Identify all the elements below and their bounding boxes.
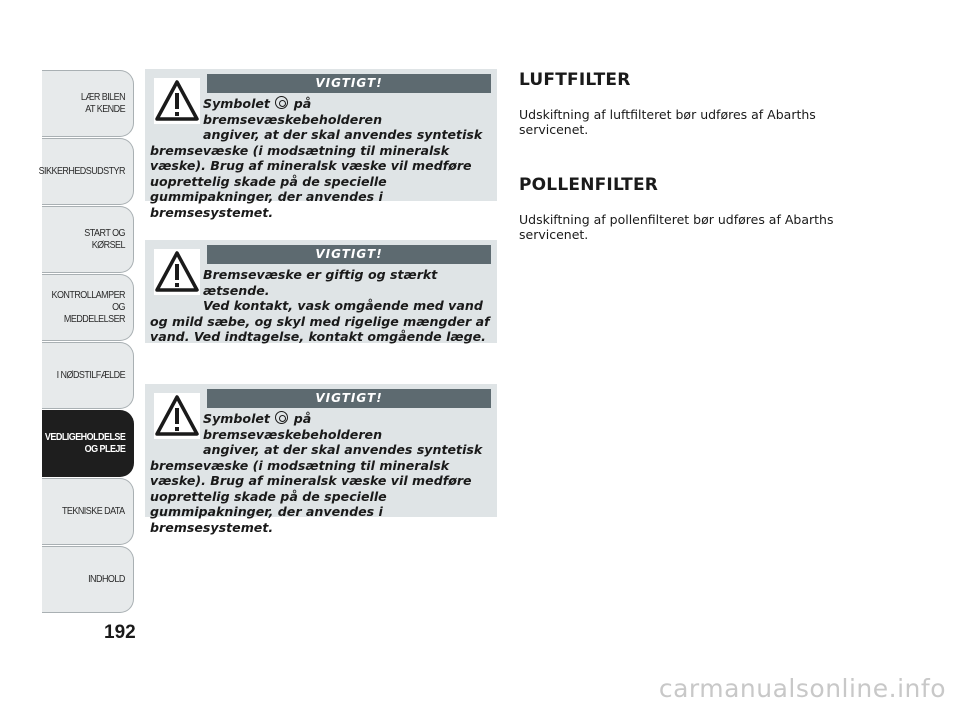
warning-text-cont: på bremsevæskebeholderen: [203, 96, 383, 127]
warning-box-toxic: [145, 240, 497, 343]
section-title-luftfilter: LUFTFILTER: [519, 70, 631, 90]
warning-text: [150, 267, 491, 345]
warning-box-synthetic-fluid-2: [145, 384, 497, 535]
tab-indhold[interactable]: [42, 546, 134, 613]
warning-heading: VIGTIGT!: [207, 245, 491, 264]
warning-heading: VIGTIGT!: [207, 74, 491, 93]
warning-text-rest: Ved kontakt, vask omgående med vand og mild sæbe, og skyl med rigelige mængder af vand. Ved indtagelse, kontakt omgående læge.: [150, 298, 490, 344]
warning-text-start: Bremsevæske er giftig og stærkt ætsende.: [203, 267, 438, 298]
tab-tekniske-data[interactable]: [42, 478, 134, 545]
brake-fluid-symbol-icon: [275, 96, 288, 109]
page-number: 192: [104, 622, 136, 643]
section-title-pollenfilter: POLLENFILTER: [519, 175, 659, 195]
warning-heading: VIGTIGT!: [207, 389, 491, 408]
tab-laer-bilen-at-kende[interactable]: [42, 70, 134, 137]
tab-kontrollamper[interactable]: [42, 274, 134, 341]
tab-label: TEKNISKE DATA: [62, 505, 125, 517]
tab-label: INDHOLD: [88, 573, 125, 585]
brake-fluid-symbol-icon: [275, 411, 288, 424]
warning-triangle-icon: [154, 249, 200, 295]
warning-text-rest: angiver, at der skal anvendes syntetisk bremsevæske (i modsætning til mineralsk væske). Brug af mineralsk væske vil medføre uoprettelig skade på de specielle gummipakninger, der anvendes i bremsesystemet.: [150, 127, 483, 220]
section-text-pollenfilter: Udskiftning af pollenfilteret bør udføres af Abarths servicenet.: [519, 212, 834, 242]
warning-text-rest: angiver, at der skal anvendes syntetisk bremsevæske (i modsætning til mineralsk væske). Brug af mineralsk væske vil medføre uoprettelig skade på de specielle gummipakninger, der anvendes i bremsesystemet.: [150, 442, 483, 535]
section-text-luftfilter: Udskiftning af luftfilteret bør udføres af Abarths servicenet.: [519, 107, 816, 137]
warning-triangle-icon: [154, 78, 200, 124]
warning-box-synthetic-fluid: [145, 69, 497, 220]
tab-i-nodstilfaelde[interactable]: [42, 342, 134, 409]
chapter-tabs: [38, 70, 134, 614]
tab-label: VEDLIGEHOLDELSE OG PLEJE: [44, 431, 125, 455]
tab-label: SIKKERHEDSUDSTYR: [38, 165, 125, 177]
watermark: carmanualsonline.info: [658, 674, 946, 703]
tab-sikkerhedsudstyr[interactable]: [38, 138, 134, 205]
tab-label: KONTROLLAMPER OG MEDDELELSER: [51, 289, 125, 325]
warning-text: [150, 411, 491, 535]
warning-triangle-icon: [154, 393, 200, 439]
tab-vedligeholdelse-og-pleje[interactable]: [42, 410, 134, 477]
warning-text-cont: på bremsevæskebeholderen: [203, 411, 383, 442]
tab-label: I NØDSTILFÆLDE: [56, 369, 125, 381]
warning-text: [150, 96, 491, 220]
warning-text-start: Symbolet: [203, 96, 270, 111]
tab-label: LÆR BILEN AT KENDE: [80, 91, 125, 115]
tab-label: START OG KØRSEL: [84, 227, 125, 251]
tab-start-og-korsel[interactable]: [42, 206, 134, 273]
warning-text-start: Symbolet: [203, 411, 270, 426]
